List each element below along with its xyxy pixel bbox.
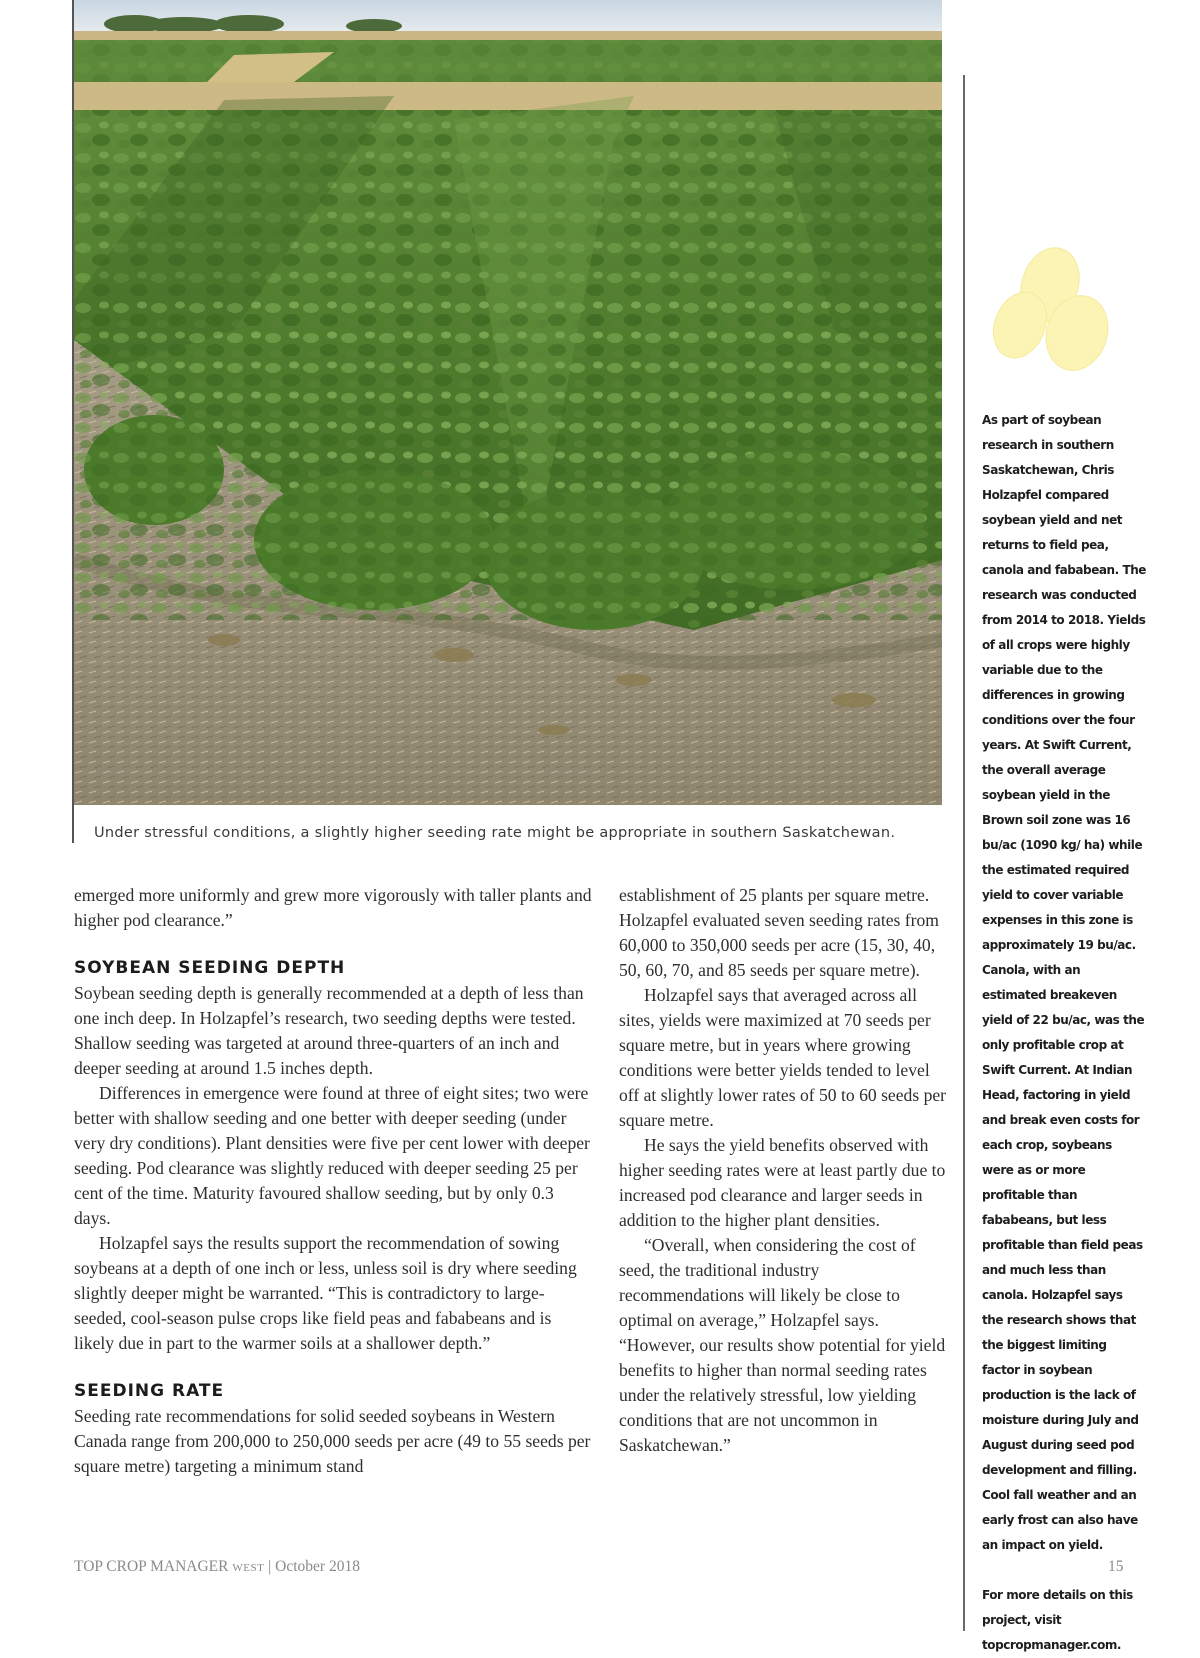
paragraph: Seeding rate recommendations for solid seeded soybeans in Western Canada range from 200,000 to 250,000 seeds per acre (49 to 55 seeds per square metre) targeting a minimum stand: [74, 1406, 591, 1476]
section-heading-seeding-depth: SOYBEAN SEEDING DEPTH: [74, 958, 346, 978]
paragraph: Soybean seeding depth is generally recommended at a depth of less than one inch deep. In Holzapfel’s research, two seeding depths were tested. Shallow seeding was targeted at around three-quarters of an inch and deeper seeding at around 1.5 inches depth.: [74, 983, 584, 1078]
photo-caption-rule: [72, 0, 74, 843]
article-column-2: [619, 883, 947, 1458]
soybean-field-photo: [74, 0, 942, 805]
article-column-1: [74, 883, 594, 1479]
footer-separator: |: [264, 1558, 276, 1575]
paragraph: He says the yield benefits observed with higher seeding rates were at least partly due to increased pod clearance and larger seeds in addition to the higher plant densities.: [619, 1135, 946, 1230]
footer-magazine: TOP CROP MANAGER: [74, 1558, 229, 1575]
photo-caption: Under stressful conditions, a slightly higher seeding rate might be appropriate in southern Saskatchewan.: [94, 825, 896, 841]
page-number: 15: [1108, 1558, 1124, 1575]
sidebar-rule: [963, 75, 965, 1631]
paragraph: Holzapfel says that averaged across all sites, yields were maximized at 70 seeds per square metre, but in years where growing conditions were better yields tended to level off at slightly lower rates of 50 to 60 seeds per square metre.: [619, 985, 947, 1130]
paragraph: “Overall, when considering the cost of seed, the traditional industry recommendations will likely be close to optimal on average,” Holzapfel says. “However, our results show potential for yield benefits to higher than normal seeding rates under the relatively stressful, low yielding conditions that are not uncommon in Saskatchewan.”: [619, 1235, 946, 1455]
sidebar-note: [982, 408, 1147, 1658]
footer-edition: WEST: [232, 1562, 265, 1574]
paragraph: Differences in emergence were found at three of eight sites; two were better with shallow seeding and one better with deeper seeding (under very dry conditions). Plant densities were five per cent lower with deeper seeding. Pod clearance was slightly reduced with deeper seeding 25 per cent of the time. Maturity favoured shallow seeding, but by only 0.3 days.: [74, 1083, 590, 1228]
sidebar-paragraph: As part of soybean research in southern Saskatchewan, Chris Holzapfel compared soybean yield and net returns to field pea, canola and fababean. The research was conducted from 2014 to 2018. Yields of all crops were highly variable due to the differences in growing conditions over the four years. At Swift Current, the overall average soybean yield in the Brown soil zone was 16 bu/ac (1090 kg/ ha) while the estimated required yield to cover variable expenses in this zone is approximately 19 bu/ac. Canola, with an estimated breakeven yield of 22 bu/ac, was the only profitable crop at Swift Current. At Indian Head, factoring in yield and break even costs for each crop, soybeans were as or more profitable than fababeans, but less profitable than field peas and much less than canola. Holzapfel says the research shows that the biggest limiting factor in soybean production is the lack of moisture during July and August during seed pod development and filling. Cool fall weather and an early frost can also have an impact on yield.: [982, 413, 1146, 1552]
section-heading-seeding-rate: SEEDING RATE: [74, 1381, 225, 1401]
paragraph: emerged more uniformly and grew more vigorously with taller plants and higher pod clearance.”: [74, 885, 592, 930]
footer-publication: [74, 1558, 360, 1576]
soybeans-icon: [985, 245, 1115, 380]
paragraph: Holzapfel says the results support the recommendation of sowing soybeans at a depth of one inch or less, unless soil is dry where seeding slightly deeper might be warranted. “This is contradictory to large-seeded, cool-season pulse crops like field peas and fababeans and is likely due in part to the warmer soils at a shallower depth.”: [74, 1233, 577, 1353]
paragraph: establishment of 25 plants per square metre. Holzapfel evaluated seven seeding rates from 60,000 to 350,000 seeds per acre (15, 30, 40, 50, 60, 70, and 85 seeds per square metre).: [619, 885, 939, 980]
sidebar-link-paragraph: For more details on this project, visit topcropmanager.com.: [982, 1588, 1133, 1652]
footer-date: October 2018: [275, 1558, 360, 1575]
